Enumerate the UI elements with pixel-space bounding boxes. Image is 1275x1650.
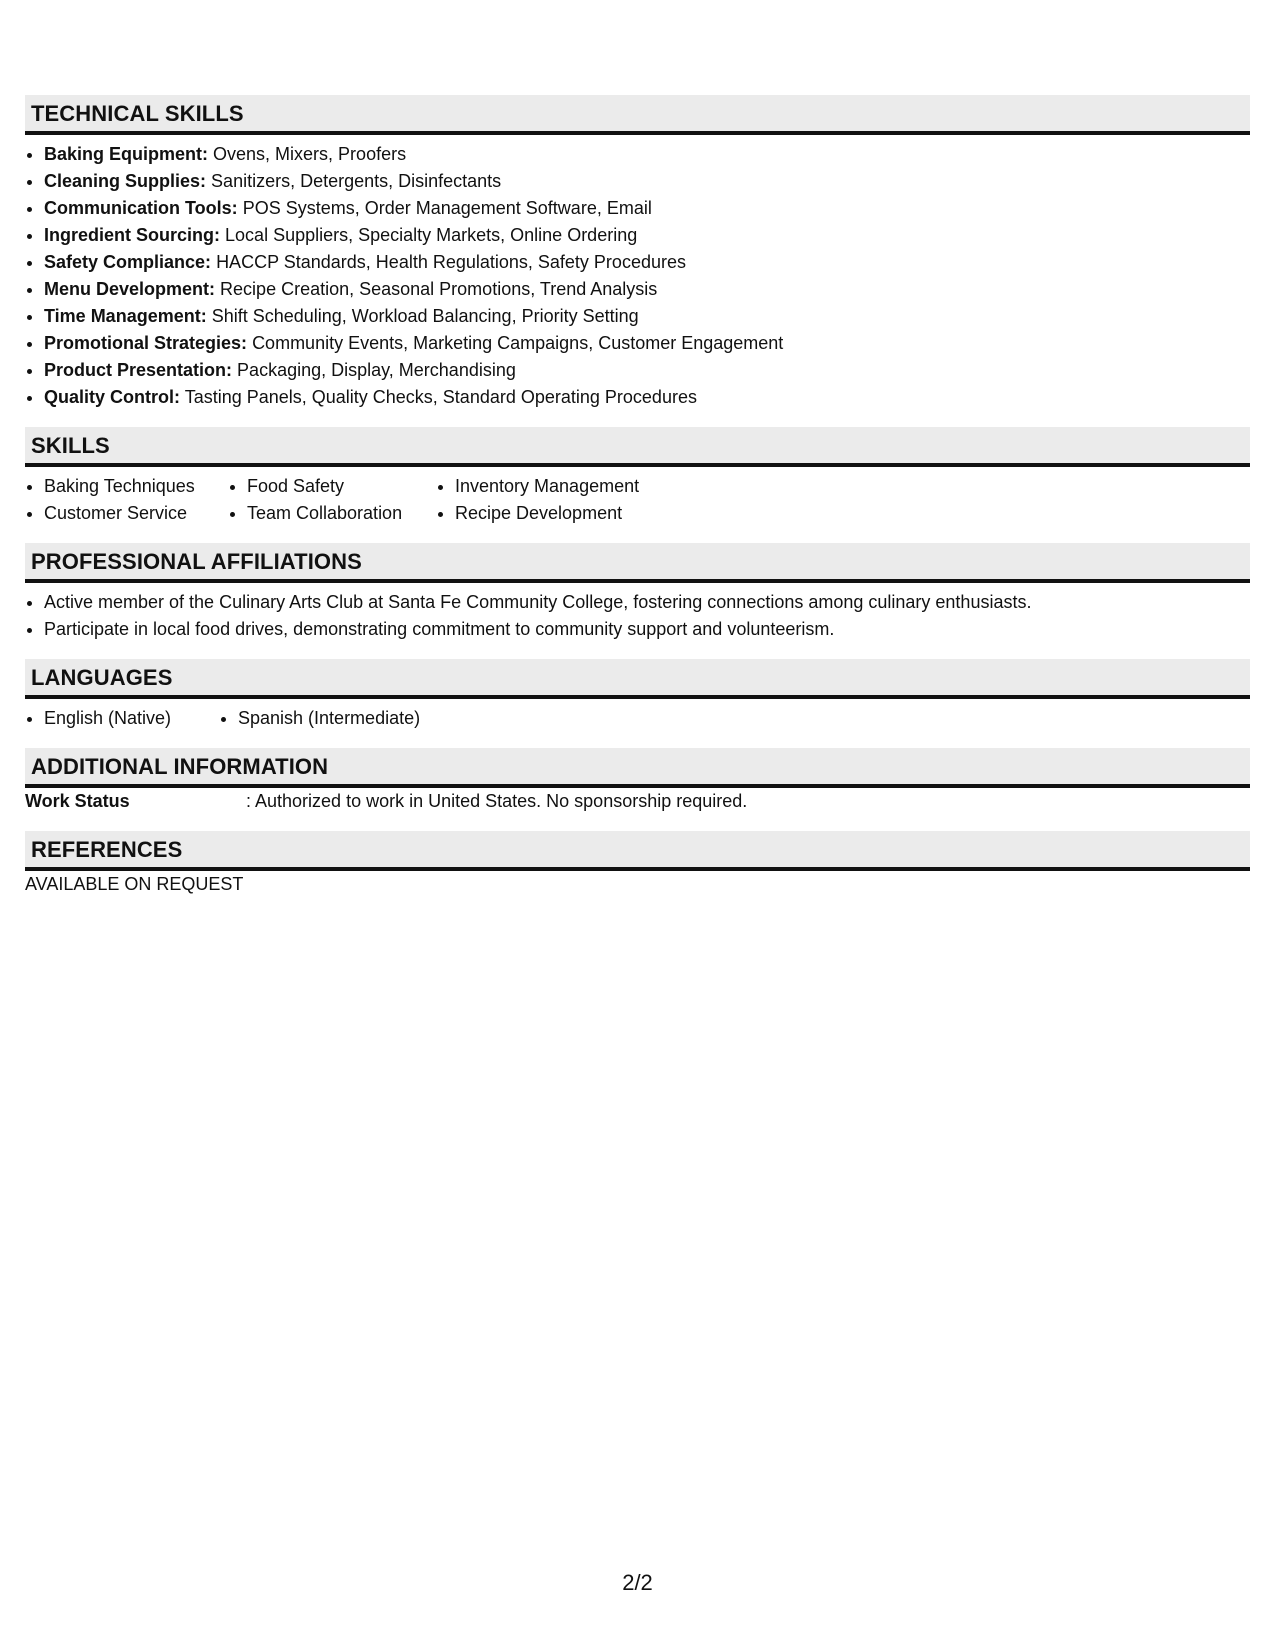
list-item — [44, 168, 1250, 195]
list-item: • Active member of the Culinary Arts Club at Santa Fe Community College, fostering connections among culinary enthusiasts. — [44, 589, 1250, 616]
skill-label: Safety Compliance: — [44, 252, 212, 272]
references-heading: REFERENCES — [25, 831, 1250, 871]
skill-label: Menu Development: — [44, 279, 216, 299]
list-item — [44, 384, 1250, 411]
skill-label: Promotional Strategies: — [44, 333, 248, 353]
skill-value: HACCP Standards, Health Regulations, Safety Procedures — [216, 252, 686, 272]
skill-label: Ingredient Sourcing: — [44, 225, 221, 245]
skill-value: Local Suppliers, Specialty Markets, Online Ordering — [225, 225, 638, 245]
skill-value: POS Systems, Order Management Software, Email — [242, 198, 652, 218]
list-item: • Team Collaboration — [247, 500, 436, 527]
list-item: • English (Native) — [44, 705, 219, 732]
skill-value: Recipe Creation, Seasonal Promotions, Trend Analysis — [220, 279, 658, 299]
technical-skills-section — [25, 95, 1250, 411]
list-item: • Participate in local food drives, demonstrating commitment to community support and volunteerism. — [44, 616, 1250, 643]
skill-value: Ovens, Mixers, Proofers — [213, 144, 407, 164]
skill-label: Quality Control: — [44, 387, 180, 407]
list-item: • Customer Service — [44, 500, 228, 527]
references-text: AVAILABLE ON REQUEST — [25, 874, 244, 894]
skill-value: Packaging, Display, Merchandising — [237, 360, 516, 380]
languages-section — [25, 659, 1250, 732]
list-item — [44, 141, 1250, 168]
technical-skills-list — [25, 141, 1250, 411]
skill-label: Cleaning Supplies: — [44, 171, 207, 191]
list-item — [44, 222, 1250, 249]
skill-value: Shift Scheduling, Workload Balancing, Priority Setting — [211, 306, 639, 326]
skill-value: Tasting Panels, Quality Checks, Standard Operating Procedures — [184, 387, 697, 407]
work-status-label: Work Status — [25, 791, 130, 811]
list-item — [44, 330, 1250, 357]
skills-section — [25, 427, 1250, 527]
page-number: 2/2 — [622, 1570, 653, 1595]
skill-label: Time Management: — [44, 306, 207, 326]
languages-list — [219, 705, 420, 732]
work-status-value: : Authorized to work in United States. No sponsorship required. — [246, 791, 748, 811]
list-item: • Inventory Management — [455, 473, 715, 500]
languages-list — [25, 705, 219, 732]
skills-column — [25, 473, 228, 527]
list-item — [44, 195, 1250, 222]
skills-heading: SKILLS — [25, 427, 1250, 467]
skills-column — [436, 473, 715, 527]
list-item — [44, 249, 1250, 276]
resume-page — [25, 95, 1250, 914]
list-item — [44, 303, 1250, 330]
list-item: • Spanish (Intermediate) — [238, 705, 420, 732]
skills-column — [228, 473, 436, 527]
list-item — [44, 276, 1250, 303]
list-item — [44, 357, 1250, 384]
affiliations-section — [25, 543, 1250, 643]
skill-label: Baking Equipment: — [44, 144, 209, 164]
list-item: • Baking Techniques — [44, 473, 228, 500]
additional-info-section — [25, 748, 1250, 815]
affiliations-list — [25, 589, 1250, 643]
affiliations-heading: PROFESSIONAL AFFILIATIONS — [25, 543, 1250, 583]
list-item: • Food Safety — [247, 473, 436, 500]
references-section — [25, 831, 1250, 898]
additional-info-heading: ADDITIONAL INFORMATION — [25, 748, 1250, 788]
list-item: • Recipe Development — [455, 500, 715, 527]
skill-label: Communication Tools: — [44, 198, 238, 218]
skill-value: Sanitizers, Detergents, Disinfectants — [211, 171, 502, 191]
skill-label: Product Presentation: — [44, 360, 233, 380]
skill-value: Community Events, Marketing Campaigns, Customer Engagement — [252, 333, 784, 353]
languages-heading: LANGUAGES — [25, 659, 1250, 699]
technical-skills-heading: TECHNICAL SKILLS — [25, 95, 1250, 135]
